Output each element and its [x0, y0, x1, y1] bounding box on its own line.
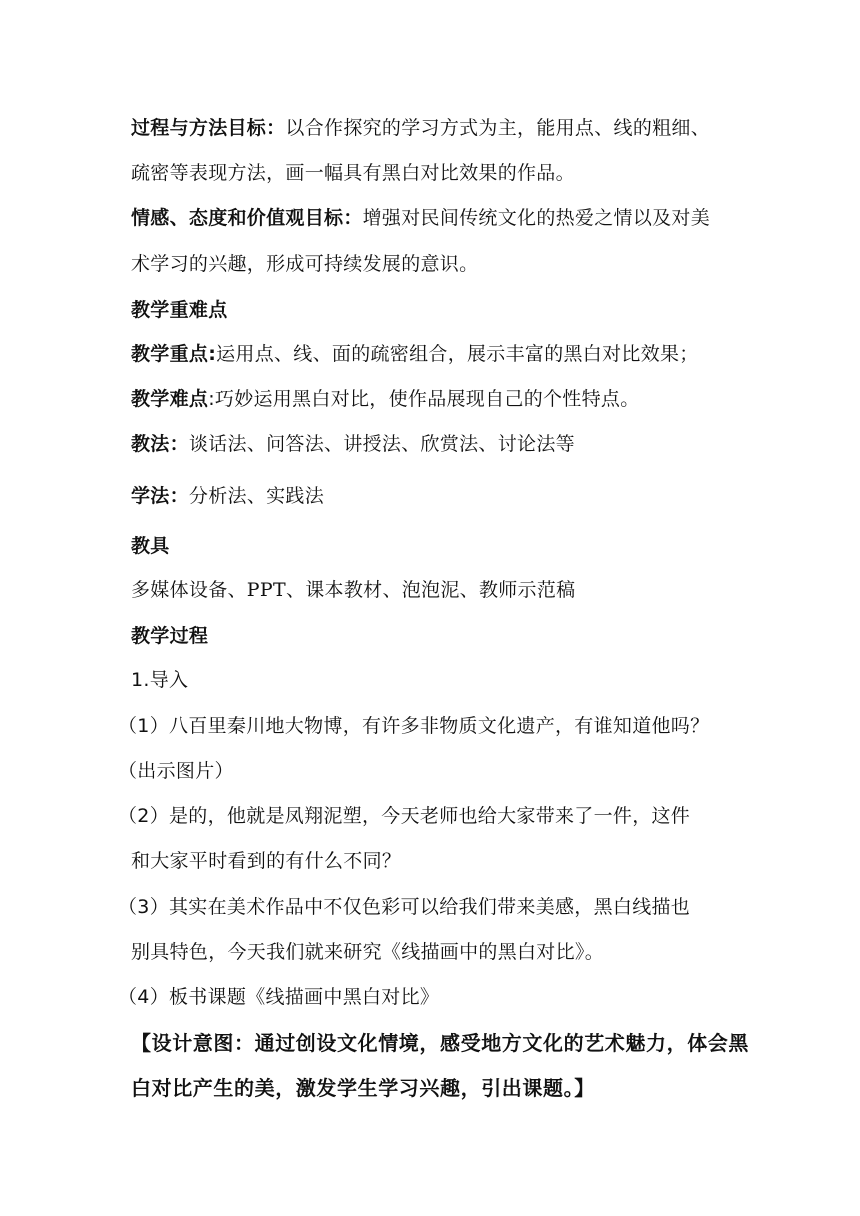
heading-difficulty: 教学重难点: [131, 299, 228, 321]
intro-step-1: （1）八百里秦川地大物博，有许多非物质文化遗产，有谁知道他吗？: [118, 715, 710, 737]
intro-step-2: （2）是的，他就是凤翔泥塑，今天老师也给大家带来了一件，这件: [118, 805, 691, 827]
difficult-point-text: 巧妙运用黑白对比，使作品展现自己的个性特点。: [214, 388, 640, 410]
emotion-goal-line: [131, 205, 710, 231]
learning-method-line: [131, 483, 324, 509]
colon: ：: [169, 485, 189, 507]
intro-step-3: （3）其实在美术作品中不仅色彩可以给我们带来美感，黑白线描也: [118, 896, 691, 918]
emotion-goal-continuation: [131, 251, 478, 277]
paragraph-text: 术学习的兴趣，形成可持续发展的意识。: [131, 253, 479, 275]
colon: ：: [343, 207, 363, 229]
key-point-label: 教学重点: [131, 343, 209, 365]
teaching-method-label: 教法: [131, 433, 170, 455]
difficult-point-line: [131, 386, 640, 412]
emotion-goal-label: 情感、态度和价值观目标: [131, 207, 344, 229]
intro-step-3-continuation: 别具特色，今天我们就来研究《线描画中的黑白对比》。: [131, 941, 605, 963]
intro-step-2-continuation: 和大家平时看到的有什么不同？: [131, 850, 402, 872]
colon: ：: [169, 433, 189, 455]
heading-process: 教学过程: [131, 625, 209, 647]
key-point-line: [131, 341, 699, 367]
process-method-goal-line: [131, 115, 710, 141]
learning-method-text: 分析法、实践法: [188, 485, 325, 507]
difficult-point-label: 教学难点: [131, 388, 209, 410]
key-point-text: 运用点、线、面的疏密组合，展示丰富的黑白对比效果；: [216, 343, 699, 365]
paragraph-text: 疏密等表现方法，画一幅具有黑白对比效果的作品。: [131, 162, 575, 184]
tools-line: [131, 577, 575, 603]
intro-step-1-note: （出示图片）: [118, 760, 234, 782]
process-method-goal-label: 过程与方法目标: [131, 117, 267, 139]
design-intent-continuation: 白对比产生的美，激发学生学习兴趣，引出课题。】: [131, 1076, 595, 1100]
tools-text: 多媒体设备、PPT、课本教材、泡泡泥、教师示范稿: [131, 579, 576, 601]
emotion-goal-text: 增强对民间传统文化的热爱之情以及对美: [362, 207, 711, 229]
colon: :: [208, 388, 215, 410]
learning-method-label: 学法: [131, 485, 170, 507]
heading-tools: 教具: [131, 535, 170, 557]
colon: :: [208, 343, 217, 365]
colon: ：: [266, 117, 286, 139]
teaching-method-text: 谈话法、问答法、讲授法、欣赏法、讨论法等: [188, 433, 575, 455]
process-method-goal-text: 以合作探究的学习方式为主，能用点、线的粗细、: [285, 117, 711, 139]
intro-heading: 1.导入: [131, 669, 189, 691]
process-method-goal-continuation: [131, 160, 575, 186]
intro-step-4: （4）板书课题《线描画中黑白对比》: [118, 986, 440, 1008]
design-intent: 【设计意图：通过创设文化情境，感受地方文化的艺术魅力，体会黑: [131, 1031, 749, 1055]
teaching-method-line: [131, 431, 575, 457]
